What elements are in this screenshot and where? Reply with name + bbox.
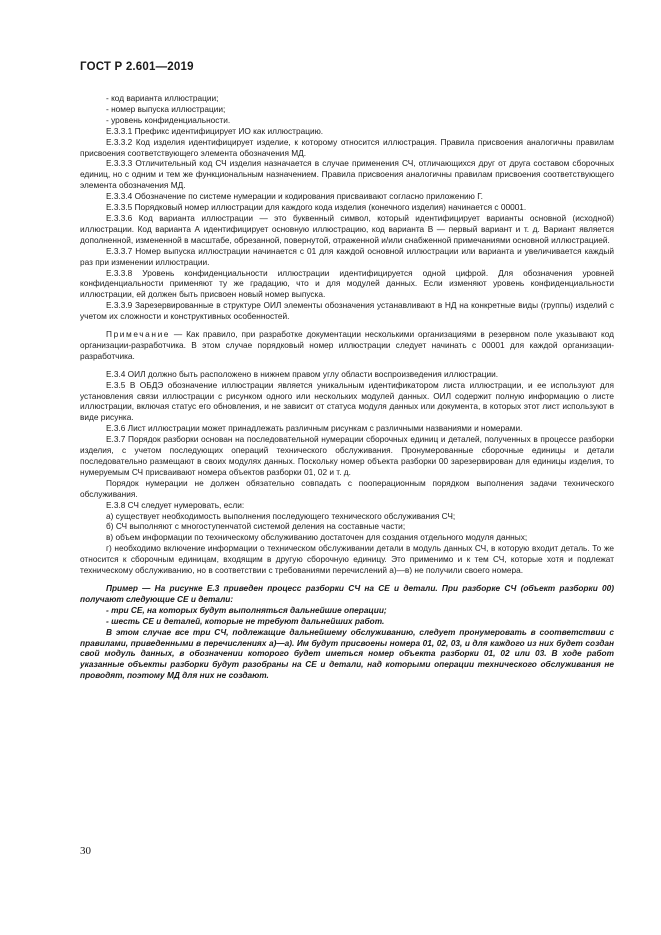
document-body xyxy=(80,93,614,681)
paragraph: Е.3.3.9 Зарезервированные в структуре ОИЛ элементы обозначения устанавливают в НД на конкретные виды (группы) изделий с учетом их сложности и конструктивных особенностей. xyxy=(80,300,614,322)
paragraph: Порядок нумерации не должен обязательно совпадать с пооперационным порядком выполнения задачи технического обслуживания. xyxy=(80,477,614,499)
note-paragraph xyxy=(80,329,614,362)
example-paragraph: Пример — На рисунке Е.3 приведен процесс разборки СЧ на СЕ и детали. При разборке СЧ (объект разборки 00) получают следующие СЕ и детали: xyxy=(80,582,614,604)
spacer xyxy=(80,322,614,329)
paragraph: Е.3.3.3 Отличительный код СЧ изделия назначается в случае применения СЧ, отличающихся друг от друга составом сборочных единиц, но с одним и тем же функциональным назначением. Правила присвоения аналогичны правилам присвоения соответствующего элемента обозначения МД. xyxy=(80,158,614,191)
note-label: Примечание xyxy=(106,329,171,340)
list-item: б) СЧ выполняют с многоступенчатой системой деления на составные части; xyxy=(106,521,406,532)
paragraph: Е.3.3.8 Уровень конфиденциальности иллюстрации идентифицируется одной цифрой. Для обозначения уровней конфиденциальности применяют ту же градацию, что и для модулей данных. Если изменяют уровень конфиденциальности иллюстрации, ей должен быть присвоен новый номер выпуска. xyxy=(80,267,614,300)
example-block xyxy=(80,583,614,681)
paragraph: Е.3.7 Порядок разборки основан на последовательной нумерации сборочных единиц и деталей, полученных в процессе разборки изделия, с учетом последующих операций технического обслуживания. Пронумерованные сборочные единицы и детали последовательно размещают в своих модулях данных. Поскольку номер объекта разборки 00 зарезервирован для единицы изделия, то нумеруемым СЧ присваивают номера объектов разборки 01, 02 и т. д. xyxy=(80,434,614,477)
paragraph: Е.3.8 СЧ следует нумеровать, если: xyxy=(106,499,245,510)
example-list-item: - шесть СЕ и деталей, которые не требуют дальнейших работ. xyxy=(106,615,385,626)
example-list-item: - три СЕ, на которых будут выполняться дальнейшие операции; xyxy=(106,604,387,615)
paragraph: Е.3.5 В ОБДЭ обозначение иллюстрации является уникальным идентификатором листа иллюстрации, и ее используют для установления связи иллюстрации с рисунком одного или нескольких модулей данных. ОИЛ содержит полную информацию о листе иллюстрации, включая статус его обновления, и не зависит от статуса модуля данных или документа, в которых этот лист используют в виде рисунка. xyxy=(80,379,614,423)
paragraph: Е.3.3.7 Номер выпуска иллюстрации начинается с 01 для каждой основной иллюстрации или варианта и увеличивается каждый раз при изменении иллюстрации. xyxy=(80,245,614,267)
list-item: - уровень конфиденциальности. xyxy=(106,114,231,125)
paragraph: Е.3.3.2 Код изделия идентифицирует изделие, к которому относится иллюстрация. Правила присвоения аналогичны правилам присвоения соответствующего элемента обозначения МД. xyxy=(80,136,614,158)
paragraph: Е.3.3.6 Код варианта иллюстрации — это буквенный символ, который идентифицирует варианты основной (исходной) иллюстрации. Код варианта А идентифицирует основную иллюстрацию, код варианта В — первый вариант и т. д. Вариант является дополненной, измененной в масштабе, обрезанной, повернутой, отраженной и/или снабженной примечаниями основной иллюстрацией. xyxy=(80,212,614,245)
page-number: 30 xyxy=(80,845,91,857)
list-item: а) существует необходимость выполнения последующего технического обслуживания СЧ; xyxy=(106,510,456,521)
paragraph: Е.3.3.1 Префикс идентифицирует ИО как иллюстрацию. xyxy=(106,125,324,136)
document-header: ГОСТ Р 2.601—2019 xyxy=(80,61,194,73)
list-item: - код варианта иллюстрации; xyxy=(106,93,219,103)
spacer xyxy=(80,362,614,369)
paragraph: Е.3.3.4 Обозначение по системе нумерации и кодирования присваивают согласно приложению Г. xyxy=(106,191,483,202)
list-item: г) необходимо включение информации о техническом обслуживании детали в модуль данных СЧ, в которую входит деталь. То же относится к сборочным единицам, входящим в другую сборочную единицу. Это применимо и к тем СЧ, которые хотя и подлежат техническому обслуживанию, но в соответствии с требованиями перечислений а)—в) не получили своего номера. xyxy=(80,543,614,576)
paragraph: Е.3.4 ОИЛ должно быть расположено в нижнем правом углу области воспроизведения иллюстрации. xyxy=(106,368,499,379)
list-item: - номер выпуска иллюстрации; xyxy=(106,103,226,114)
example-paragraph: В этом случае все три СЧ, подлежащие дальнейшему обслуживанию, следует пронумеровать в соответствии с правилами, приведенными в перечислениях а)—а). Им будут присвоены номера 01, 02, 03, и для каждого из них будет создан свой модуль данных, в обозначении которого будет иметься номер объекта разборки 01, 02 или 03. В ходе работ указанные объекты разборки будут разобраны на СЕ и детали, над которыми операции технического обслуживания не проводят, поэтому МД для них не создают. xyxy=(80,626,614,681)
note-text: — Как правило, при разработке документации несколькими организациями в резервном поле указывают код организации-разработчика. В этом случае порядковый номер иллюстрации следует начинать с 00001 для каждой организации-разработчика. xyxy=(80,329,614,361)
paragraph: Е.3.6 Лист иллюстрации может принадлежать различным рисункам с различными названиями и номерами. xyxy=(106,423,523,434)
list-item: в) объем информации по техническому обслуживанию достаточен для создания отдельного модуля данных; xyxy=(106,532,528,543)
spacer xyxy=(80,576,614,583)
paragraph: Е.3.3.5 Порядковый номер иллюстрации для каждого кода изделия (конечного изделия) начинается с 00001. xyxy=(106,202,527,213)
